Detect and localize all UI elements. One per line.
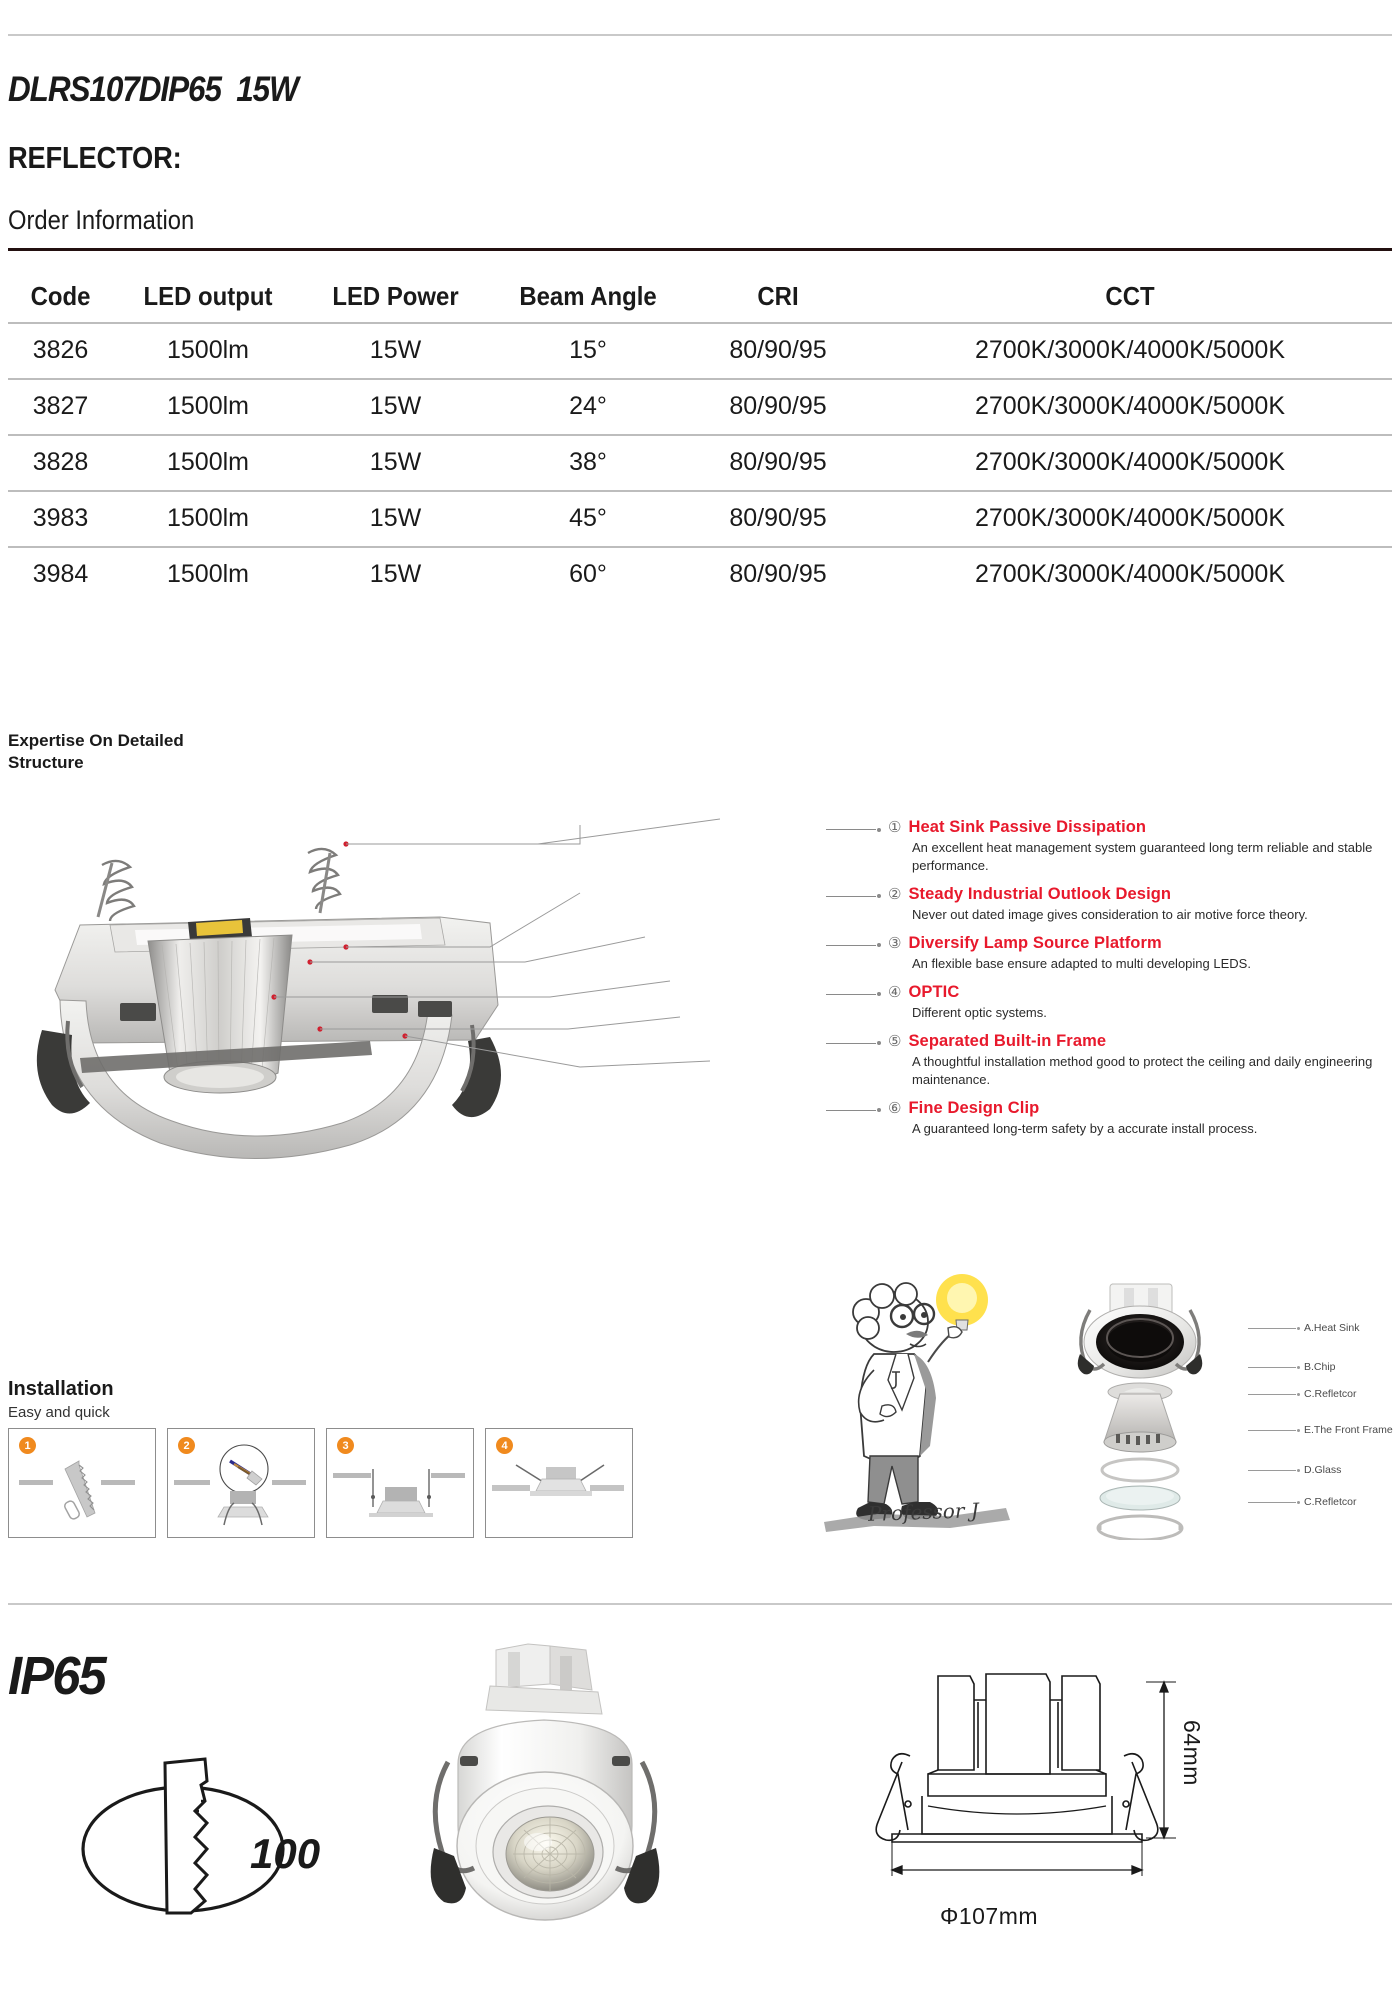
table-row [8, 323, 1392, 379]
table-row [8, 547, 1392, 602]
exploded-label-heat-sink: A.Heat Sink [1304, 1322, 1360, 1334]
installation-step-4 [485, 1428, 633, 1538]
category-title: REFLECTOR: [8, 140, 182, 175]
callout-title: Diversify Lamp Source Platform [908, 933, 1162, 952]
leader-line-icon [1248, 1502, 1296, 1503]
dimension-height-label: 64mm [1179, 1720, 1205, 1786]
callout-description: A guaranteed long-term safety by a accurate install process. [912, 1120, 1258, 1136]
exploded-label-front-frame: E.The Front Frame [1304, 1424, 1393, 1436]
section-title-order-information: Order Information [8, 205, 195, 235]
table-row [8, 435, 1392, 491]
table-row [8, 491, 1392, 547]
column-header-code: Code [12, 275, 109, 323]
cell-led-output: 1500lm [167, 560, 249, 588]
top-divider [8, 34, 1392, 36]
product-3d-render [400, 1640, 690, 1970]
exploded-view-labels [1248, 1280, 1400, 1540]
installation-step-3 [326, 1428, 474, 1538]
callout-item-4 [888, 983, 1393, 1022]
installation-subheading: Easy and quick [8, 1404, 110, 1421]
cell-cri: 80/90/95 [688, 491, 868, 547]
step-number-badge: 4 [496, 1437, 513, 1454]
cell-cri: 80/90/95 [729, 560, 827, 588]
cell-led-power: 15W [303, 491, 488, 547]
callout-number: ⑤ [888, 1032, 902, 1050]
callout-item-1 [888, 818, 1393, 875]
leader-line-icon [826, 1043, 876, 1044]
callout-number: ① [888, 819, 902, 836]
callout-title: Steady Industrial Outlook Design [908, 884, 1172, 903]
cell-beam-angle: 38° [488, 435, 688, 491]
callout-item-3 [888, 934, 1393, 973]
cell-code: 3827 [8, 379, 113, 435]
leader-line-icon [826, 945, 876, 946]
cell-cct: 2700K/3000K/4000K/5000K [868, 435, 1392, 491]
cell-code: 3826 [8, 323, 113, 379]
cell-cri: 80/90/95 [688, 379, 868, 435]
leader-line-icon [826, 1110, 876, 1111]
leader-line-icon [1248, 1394, 1296, 1395]
cutaway-product-illustration [20, 805, 720, 1175]
cell-led-power: 15W [303, 379, 488, 435]
cell-led-output: 1500lm [113, 491, 303, 547]
table-top-rule [8, 248, 1392, 251]
cut-hole-size: 100 [250, 1830, 321, 1877]
cell-cct: 2700K/3000K/4000K/5000K [868, 491, 1392, 547]
cell-led-power: 15W [369, 560, 422, 588]
cell-beam-angle: 15° [488, 323, 688, 379]
cell-cct: 2700K/3000K/4000K/5000K [975, 560, 1285, 588]
dimension-diameter-label: Φ107mm [940, 1903, 1039, 1929]
leader-line-icon [826, 994, 876, 995]
callout-description: A thoughtful installation method good to protect the ceiling and daily engineering maintenance. [912, 1053, 1373, 1087]
leader-line-icon [826, 829, 876, 830]
callout-number: ② [888, 885, 902, 903]
expertise-heading: Expertise On Detailed Structure [8, 731, 184, 773]
callout-description: An excellent heat management system guaranteed long term reliable and stable performance. [912, 840, 1373, 873]
cell-led-output: 1500lm [113, 379, 303, 435]
bottom-divider [8, 1603, 1392, 1605]
leader-line-icon [826, 896, 876, 897]
cell-led-power: 15W [303, 323, 488, 379]
final-mounted-fixture-icon [486, 1429, 634, 1539]
ip-rating-label: IP65 [8, 1646, 105, 1706]
column-header-cri: CRI [695, 275, 861, 323]
callout-number: ⑥ [888, 1099, 902, 1117]
cell-led-output: 1500lm [113, 323, 303, 379]
callout-title: OPTIC [908, 982, 960, 1001]
leader-line-icon [1248, 1430, 1296, 1431]
exploded-label-chip: B.Chip [1304, 1361, 1336, 1373]
callout-description: Different optic systems. [912, 1004, 1047, 1020]
callout-title: Heat Sink Passive Dissipation [908, 818, 1147, 836]
cell-led-power: 15W [303, 435, 488, 491]
cell-beam-angle: 60° [569, 560, 607, 588]
leader-line-icon [1248, 1367, 1296, 1368]
wire-connection-icon [168, 1429, 316, 1539]
exploded-view-illustration [1040, 1280, 1240, 1540]
page-title: DLRS107DIP65 15W [8, 70, 298, 109]
column-header-led-output: LED output [121, 275, 296, 323]
column-header-cct: CCT [889, 275, 1371, 323]
callout-item-2 [888, 885, 1393, 924]
cell-code: 3828 [8, 435, 113, 491]
callout-item-5 [888, 1032, 1393, 1089]
cell-led-output: 1500lm [113, 435, 303, 491]
exploded-label-reflector-top: C.Refletcor [1304, 1388, 1357, 1400]
column-header-beam-angle: Beam Angle [496, 275, 680, 323]
installation-step-2 [167, 1428, 315, 1538]
insert-fixture-icon [327, 1429, 475, 1539]
installation-steps [8, 1428, 633, 1538]
cell-beam-angle: 24° [488, 379, 688, 435]
callout-number: ③ [888, 934, 902, 952]
step-number-badge: 2 [178, 1437, 195, 1454]
callout-description: Never out dated image gives consideration to air motive force theory. [912, 906, 1308, 922]
cell-cri: 80/90/95 [688, 323, 868, 379]
cell-code: 3984 [32, 560, 89, 588]
cell-beam-angle: 45° [488, 491, 688, 547]
callout-title: Fine Design Clip [908, 1098, 1040, 1117]
cell-code: 3983 [8, 491, 113, 547]
callout-title: Separated Built-in Frame [908, 1031, 1107, 1050]
installation-step-1 [8, 1428, 156, 1538]
feature-callout-list [888, 818, 1393, 1148]
leader-line-icon [1248, 1470, 1296, 1471]
cell-cct: 2700K/3000K/4000K/5000K [868, 323, 1392, 379]
step-number-badge: 3 [337, 1437, 354, 1454]
exploded-label-reflector-bottom: C.Refletcor [1304, 1496, 1357, 1508]
cell-cct: 2700K/3000K/4000K/5000K [868, 379, 1392, 435]
column-header-led-power: LED Power [310, 275, 480, 323]
callout-description: An flexible base ensure adapted to multi developing LEDS. [912, 955, 1251, 971]
leader-line-icon [1248, 1328, 1296, 1329]
saw-cut-ceiling-icon [9, 1429, 157, 1539]
installation-heading: Installation [8, 1378, 114, 1400]
table-row [8, 379, 1392, 435]
cell-cri: 80/90/95 [688, 435, 868, 491]
callout-number: ④ [888, 983, 902, 1001]
callout-item-6 [888, 1099, 1393, 1138]
exploded-label-glass: D.Glass [1304, 1464, 1342, 1476]
professor-caption: Professor J [867, 1498, 980, 1526]
step-number-badge: 1 [19, 1437, 36, 1454]
table-header-row [8, 275, 1392, 323]
order-information-table [8, 275, 1392, 602]
